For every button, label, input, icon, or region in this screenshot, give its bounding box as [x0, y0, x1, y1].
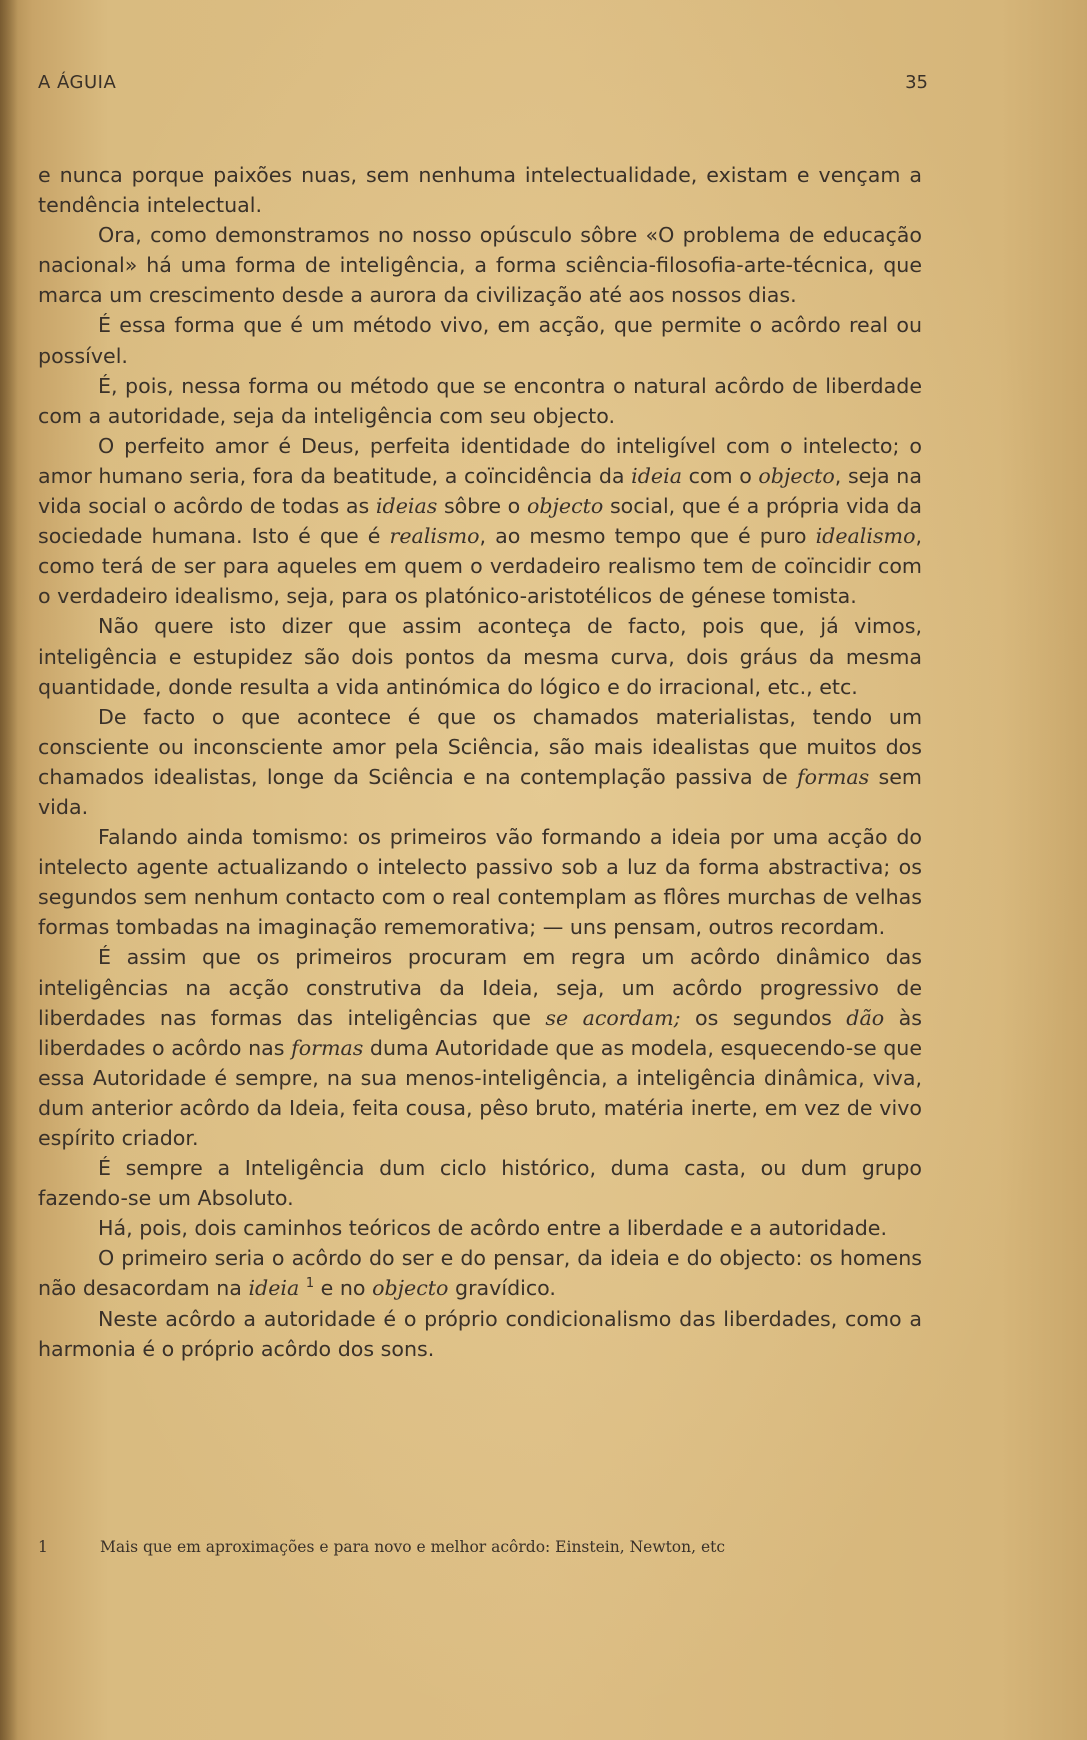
- italic-term: dão: [846, 1005, 885, 1030]
- paragraph: É, pois, nessa forma ou método que se encontra o natural acôrdo de liberdade com a autoridade, seja da inteligência com seu objecto.: [38, 373, 922, 428]
- italic-term: se acordam;: [545, 1005, 681, 1030]
- paragraph: Ora, como demonstramos no nosso opúsculo sôbre «O problema de educação nacional» há uma forma de inteligência, a forma sciência-filosofia-arte-técnica, que marca um crescimento desde a aurora da civilização até aos nossos dias.: [38, 223, 922, 308]
- italic-term: ideias: [375, 494, 438, 519]
- italic-term: objecto: [526, 494, 604, 519]
- footnote-text: Mais que em aproximações e para novo e melhor acôrdo: Einstein, Newton, etc: [100, 1538, 726, 1556]
- italic-term: ideia: [248, 1276, 300, 1301]
- paragraph: Neste acôrdo a autoridade é o próprio condicionalismo das liberdades, como a harmonia é o próprio acôrdo dos sons.: [38, 1306, 922, 1361]
- paragraph: Não quere isto dizer que assim aconteça de facto, pois que, já vimos, inteligência e estupidez são dois pontos da mesma curva, dois gráus da mesma quantidade, donde resulta a vida antinómica do lógico e do irracional, etc., etc.: [38, 614, 922, 699]
- body-text: [38, 160, 922, 1364]
- paragraph: De facto o que acontece é que os chamados materialistas, tendo um consciente ou inconsciente amor pela Sciência, são mais idealistas que muitos dos chamados idealistas, longe da Sciência e na contemplação passiva de formas sem vida.: [38, 704, 922, 819]
- page-edge-shadow: [0, 0, 18, 1740]
- italic-term: formas: [797, 764, 870, 789]
- paragraph: É essa forma que é um método vivo, em acção, que permite o acôrdo real ou possível.: [38, 313, 922, 368]
- running-head: A ÁGUIA: [38, 72, 117, 93]
- italic-term: realismo: [389, 524, 480, 549]
- paragraph: É assim que os primeiros procuram em regra um acôrdo dinâmico das inteligências na acção construtiva da Ideia, seja, um acôrdo progressivo de liberdades nas formas das inteligências que se acordam; os segundos dão às liberdades o acôrdo nas formas duma Autoridade que as modela, esquecendo-se que essa Autoridade é sempre, na sua menos-inteligência, a inteligência dinâmica, viva, dum anterior acôrdo da Ideia, feita cousa, pêso bruto, matéria inerte, em vez de vivo espírito criador.: [38, 945, 922, 1150]
- italic-term: formas: [291, 1035, 364, 1060]
- paragraph: e nunca porque paixões nuas, sem nenhuma intelectualidade, existam e vençam a tendência intelectual.: [38, 163, 922, 218]
- footnote: [38, 1538, 922, 1556]
- italic-term: objecto: [372, 1276, 449, 1301]
- paragraph: O perfeito amor é Deus, perfeita identidade do inteligível com o intelecto; o amor humano seria, fora da beatitude, a coïncidência da ideia com o objecto, seja na vida social o acôrdo de todas as ideias sôbre o objecto social, que é a própria vida da sociedade humana. Isto é que é realismo, ao mesmo tempo que é puro idealismo, como terá de ser para aqueles em quem o verdadeiro realismo tem de coïncidir com o verdadeiro idealismo, seja, para os platónico-aristotélicos de génese tomista.: [38, 433, 923, 609]
- paragraph: Há, pois, dois caminhos teóricos de acôrdo entre a liberdade e a autoridade.: [98, 1216, 888, 1241]
- italic-term: objecto: [758, 463, 835, 488]
- footnote-marker: 1: [305, 1276, 315, 1292]
- paragraph: Falando ainda tomismo: os primeiros vão formando a ideia por uma acção do intelecto agente actualizando o intelecto passivo sob a luz da forma abstractiva; os segundos sem nenhum contacto com o real contemplam as flôres murchas de velhas formas tombadas na imaginação rememorativa; — uns pensam, outros recordam.: [38, 825, 922, 940]
- paragraph: O primeiro seria o acôrdo do ser e do pensar, da ideia e do objecto: os homens não desacordam na ideia $^1$ e no objecto gravídico.: [38, 1246, 922, 1301]
- page-header: [38, 72, 928, 102]
- page-number: 35: [905, 72, 928, 93]
- italic-term: idealismo: [815, 524, 916, 549]
- paragraph: É sempre a Inteligência dum ciclo histórico, duma casta, ou dum grupo fazendo-se um Absoluto.: [38, 1156, 922, 1211]
- footnote-number: 1: [38, 1538, 48, 1556]
- italic-term: ideia: [631, 463, 682, 488]
